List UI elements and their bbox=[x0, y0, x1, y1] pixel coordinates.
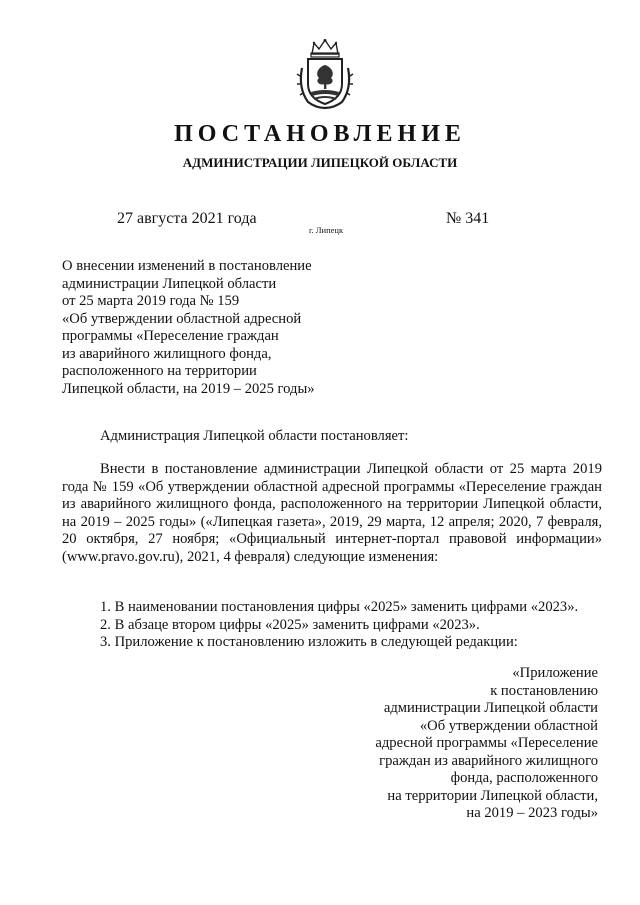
document-subject bbox=[62, 258, 315, 398]
coat-of-arms-emblem bbox=[294, 38, 356, 110]
subject-line: из аварийного жилищного фонда, bbox=[62, 345, 272, 362]
subject-line: программы «Переселение граждан bbox=[62, 328, 279, 344]
subject-line: расположенного на территории bbox=[62, 363, 257, 379]
document-title: ПОСТАНОВЛЕНИЕ bbox=[174, 121, 466, 147]
appendix-line: на территории Липецкой области, bbox=[387, 787, 598, 804]
appendix-line: к постановлению bbox=[490, 682, 598, 699]
preamble-text: Администрация Липецкой области постановляет: bbox=[100, 428, 409, 444]
subject-line: Липецкой области, на 2019 – 2025 годы» bbox=[62, 380, 315, 397]
amendment-item: 3. Приложение к постановлению изложить в следующей редакции: bbox=[100, 634, 518, 650]
appendix-line: администрации Липецкой области bbox=[383, 700, 598, 716]
subject-line: О внесении изменений в постановление bbox=[62, 258, 312, 274]
amendment-list bbox=[100, 599, 578, 652]
appendix-line: «Об утверждении областной bbox=[419, 717, 598, 734]
document-subtitle: АДМИНИСТРАЦИИ ЛИПЕЦКОЙ ОБЛАСТИ bbox=[182, 155, 458, 170]
appendix-line: граждан из аварийного жилищного bbox=[379, 752, 598, 769]
appendix-line: адресной программы «Переселение bbox=[375, 735, 598, 751]
amendment-item: 1. В наименовании постановления цифры «2025» заменить цифрами «2023». bbox=[100, 599, 579, 615]
appendix-line: на 2019 – 2023 годы» bbox=[466, 805, 598, 821]
document-date: 27 августа 2021 года bbox=[117, 210, 257, 227]
amendment-item: 2. В абзаце втором цифры «2025» заменить цифрами «2023». bbox=[100, 616, 480, 633]
document-number: № 341 bbox=[446, 210, 490, 227]
subject-line: «Об утверждении областной адресной bbox=[62, 310, 302, 327]
subject-line: администрации Липецкой области bbox=[62, 275, 277, 292]
subject-line: от 25 марта 2019 года № 159 bbox=[62, 293, 240, 309]
body-paragraph: Внести в постановление администрации Липецкой области от 25 марта 2019 года № 159 «Об утверждении областной адресной программы «Переселение граждан из аварийного жилищного фонда, расположенного на территории Липецкой области, на 2019 – 2025 годы» («Липецкая газета», 2019, 29 марта, 12 апреля; 2020, 7 февраля, 20 октября, 27 ноября; «Официальный интернет-портал правовой информации» (www.pravo.gov.ru), 2021, 4 февраля) следующие изменения: bbox=[62, 461, 602, 565]
appendix-line: «Приложение bbox=[512, 665, 598, 681]
appendix-line: фонда, расположенного bbox=[450, 770, 598, 786]
document-city: г. Липецк bbox=[309, 225, 344, 235]
appendix-header bbox=[375, 665, 598, 823]
